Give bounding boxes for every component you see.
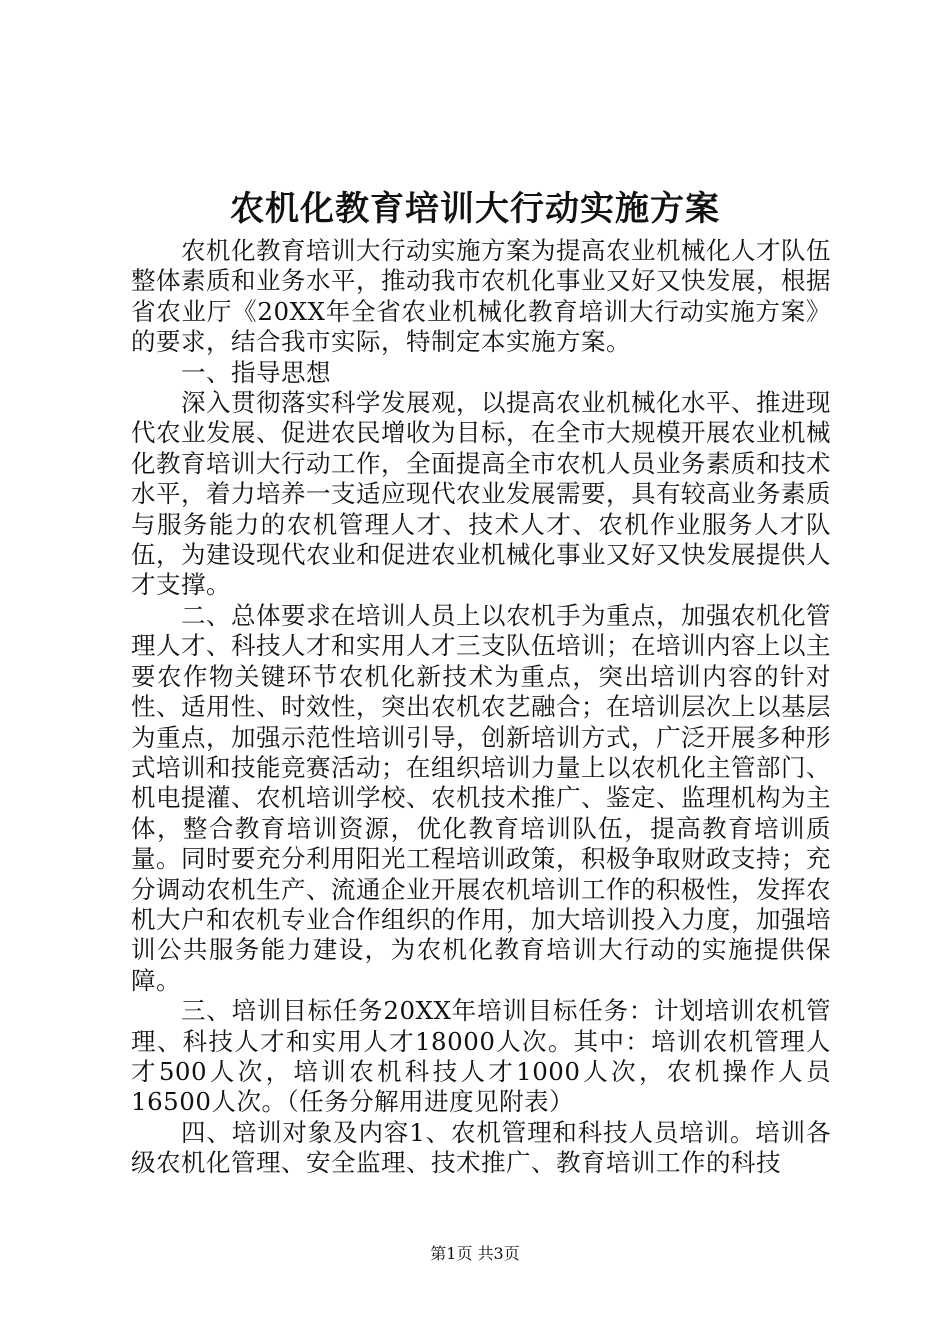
paragraph-general-requirements: 二、总体要求在培训人员上以农机手为重点，加强农机化管理人才、科技人才和实用人才三支队伍培训；在培训内容上以主要农作物关键环节农机化新技术为重点，突出培训内容的针对性、适用性、时效性，突出农机农艺融合；在培训层次上以基层为重点，加强示范性培训引导，创新培训方式，广泛开展多种形式培训和技能竞赛活动；在组织培训力量上以农机化主管部门、机电提灌、农机培训学校、农机技术推广、鉴定、监理机构为主体，整合教育培训资源，优化教育培训队伍，提高教育培训质量。同时要充分利用阳光工程培训政策，积极争取财政支持；充分调动农机生产、流通企业开展农机培训工作的积极性，发挥农机大户和农机专业合作组织的作用，加大培训投入力度，加强培训公共服务能力建设，为农机化教育培训大行动的实施提供保障。 <box>131 600 831 995</box>
paragraph-intro: 农机化教育培训大行动实施方案为提高农业机械化人才队伍整体素质和业务水平，推动我市农机化事业又好又快发展，根据省农业厅《20XX年全省农业机械化教育培训大行动实施方案》的要求，结合我市实际，特制定本实施方案。 <box>131 236 831 357</box>
page-footer: 第1页 共3页 <box>430 1244 520 1263</box>
heading-guiding-ideology: 一、指导思想 <box>181 357 331 387</box>
paragraph-guiding-ideology: 深入贯彻落实科学发展观，以提高农业机械化水平、推进现代农业发展、促进农民增收为目标，在全市大规模开展农业机械化教育培训大行动工作，全面提高全市农机人员业务素质和技术水平，着力培养一支适应现代农业发展需要，具有较高业务素质与服务能力的农机管理人才、技术人才、农机作业服务人才队伍，为建设现代农业和促进农业机械化事业又好又快发展提供人才支撑。 <box>131 388 831 600</box>
document-body <box>131 236 831 1179</box>
document-title: 农机化教育培训大行动实施方案 <box>230 189 720 229</box>
paragraph-training-objects: 四、培训对象及内容1、农机管理和科技人员培训。培训各级农机化管理、安全监理、技术推广、教育培训工作的科技 <box>131 1117 831 1178</box>
paragraph-training-targets: 三、培训目标任务20XX年培训目标任务：计划培训农机管理、科技人才和实用人才18000人次。其中：培训农机管理人才500人次，培训农机科技人才1000人次，农机操作人员16500人次。（任务分解用进度见附表） <box>131 996 831 1117</box>
